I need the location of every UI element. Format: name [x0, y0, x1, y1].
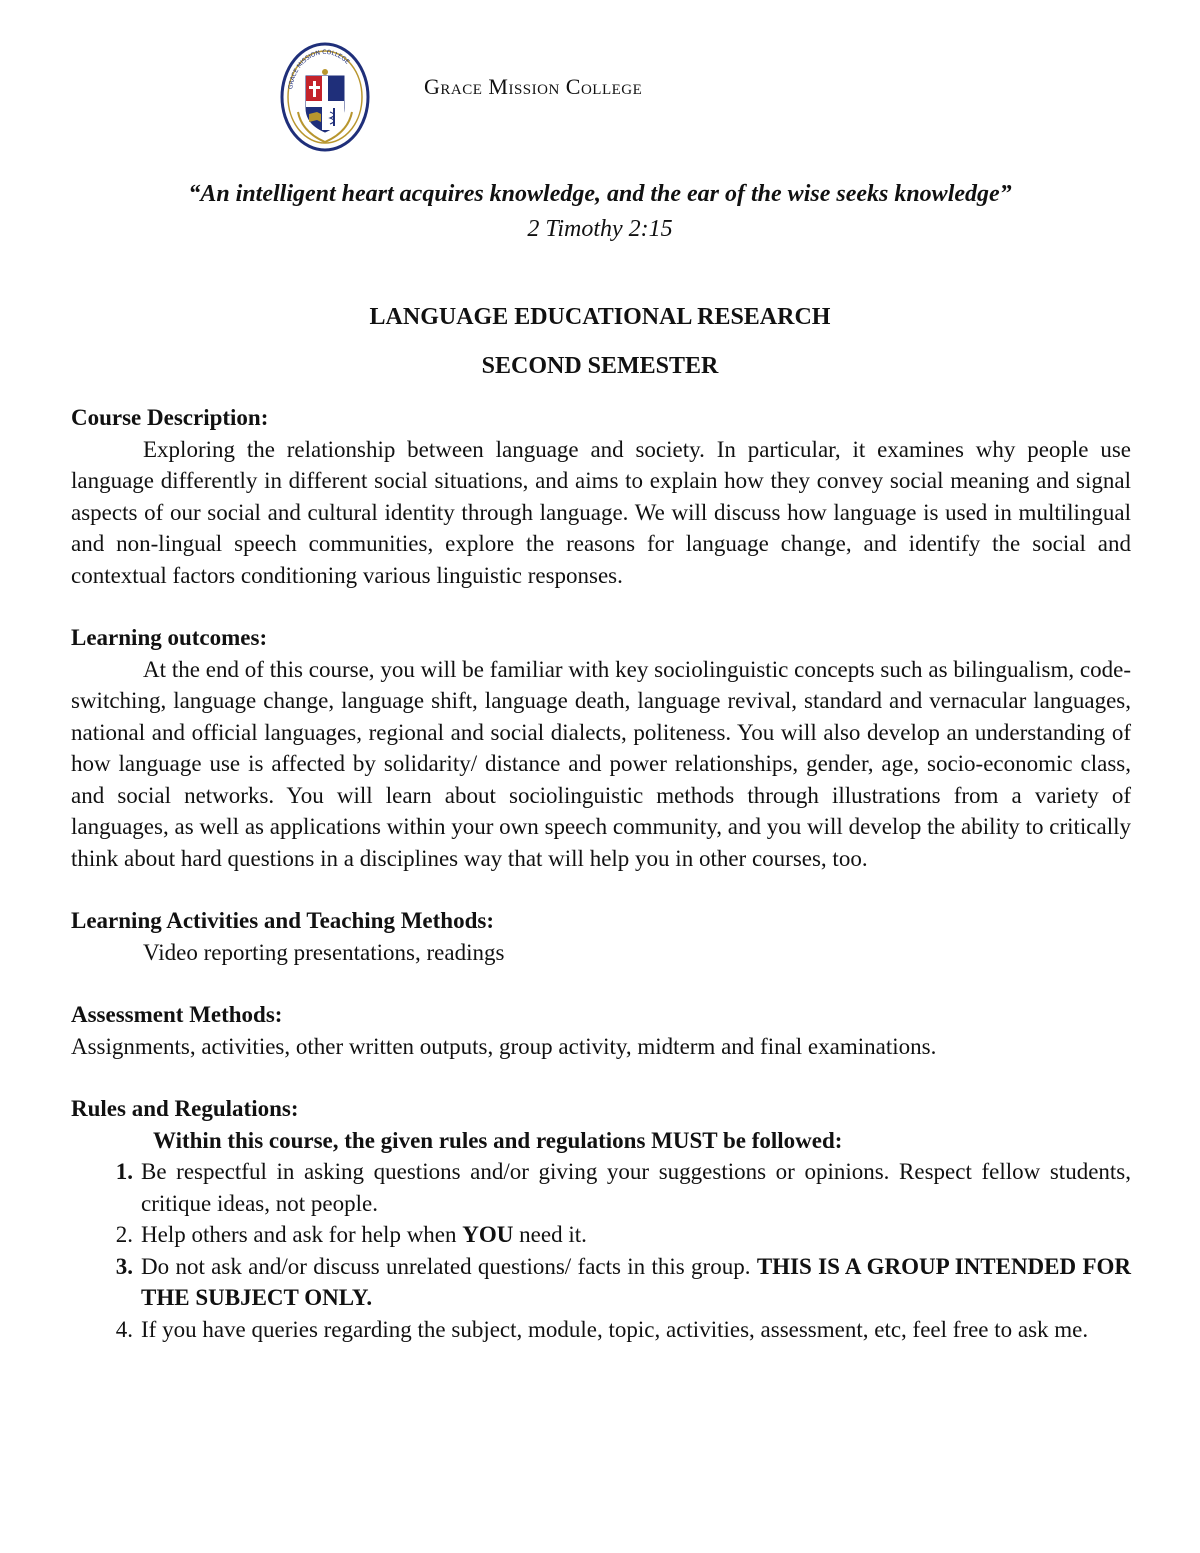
course-title: LANGUAGE EDUCATIONAL RESEARCH	[369, 304, 831, 330]
rule-emphasis: YOU	[462, 1222, 514, 1247]
learning-activities-heading: Learning Activities and Teaching Methods:	[71, 908, 494, 933]
rules-heading: Rules and Regulations:	[71, 1096, 299, 1121]
rule-item	[115, 1251, 1131, 1314]
rule-text: need it.	[513, 1222, 587, 1247]
spacer	[71, 591, 1131, 622]
rules-intro: Within this course, the given rules and regulations MUST be followed:	[153, 1127, 843, 1153]
seal-text: GRACE MISSION COLLEGE	[287, 48, 351, 90]
rule-text: If you have queries regarding the subject, module, topic, activities, assessment, etc, feel free to ask me.	[141, 1316, 1089, 1342]
learning-activities-text: Video reporting presentations, readings	[143, 939, 505, 965]
motto-quote: “An intelligent heart acquires knowledge, and the ear of the wise seeks knowledge”	[188, 181, 1012, 207]
rule-number: 1.	[115, 1159, 133, 1184]
rule-item	[115, 1219, 1131, 1251]
learning-outcomes-text: At the end of this course, you will be familiar with key sociolinguistic concepts such as bilingualism, code- switching, language change, language shift, language death, language revival, standard and vernacular languages, national and official languages, regional and social dialects, politeness. You will also develop an understanding of how language use is affected by solidarity/ distance and power relationships, gender, age, socio-economic class, and social networks. You will learn about sociolinguistic methods through illustrations from a variety of languages, as well as applications within your own speech community, and you will develop the ability to critically think about hard questions in a disciplines way that will help you in other courses, too.	[71, 656, 1131, 871]
rule-text: Help others and ask for help when	[141, 1222, 463, 1247]
college-name: Grace Mission College	[424, 74, 643, 99]
rules-list	[71, 1156, 1131, 1345]
spacer	[71, 968, 1131, 999]
semester-label: SECOND SEMESTER	[481, 353, 719, 379]
learning-outcomes-heading: Learning outcomes:	[71, 625, 268, 650]
rule-text: Be respectful in asking questions and/or giving your suggestions or opinions. Respect fellow students, critique ideas, not people.	[141, 1159, 1131, 1216]
rule-item	[115, 1156, 1131, 1219]
rule-text: Do not ask and/or discuss unrelated questions/ facts in this group.	[141, 1253, 757, 1279]
syllabus-content	[71, 402, 1131, 1345]
rule-number: 2.	[115, 1222, 133, 1247]
assessment-methods-text: Assignments, activities, other written outputs, group activity, midterm and final examinations.	[71, 1033, 937, 1059]
rule-emphasis: THIS IS A GROUP INTENDED FOR THE SUBJECT ONLY.	[141, 1253, 1131, 1310]
bible-verse-reference: 2 Timothy 2:15	[527, 216, 673, 242]
document-header	[280, 42, 980, 154]
spacer	[71, 874, 1131, 905]
assessment-methods-heading: Assessment Methods:	[71, 1002, 283, 1027]
rule-number: 3.	[115, 1253, 133, 1279]
rule-number: 4.	[115, 1316, 133, 1342]
spacer	[71, 1062, 1131, 1093]
course-description-text: Exploring the relationship between language and society. In particular, it examines why people use language differently in different social situations, and aims to explain how they convey social meaning and signal aspects of our social and cultural identity through language. We will discuss how language is used in multilingual and non-lingual speech communities, explore the reasons for language change, and identify the social and contextual factors conditioning various linguistic responses.	[71, 436, 1131, 588]
course-description-heading: Course Description:	[71, 405, 269, 430]
rule-item	[115, 1314, 1131, 1346]
college-seal-logo	[280, 42, 370, 152]
